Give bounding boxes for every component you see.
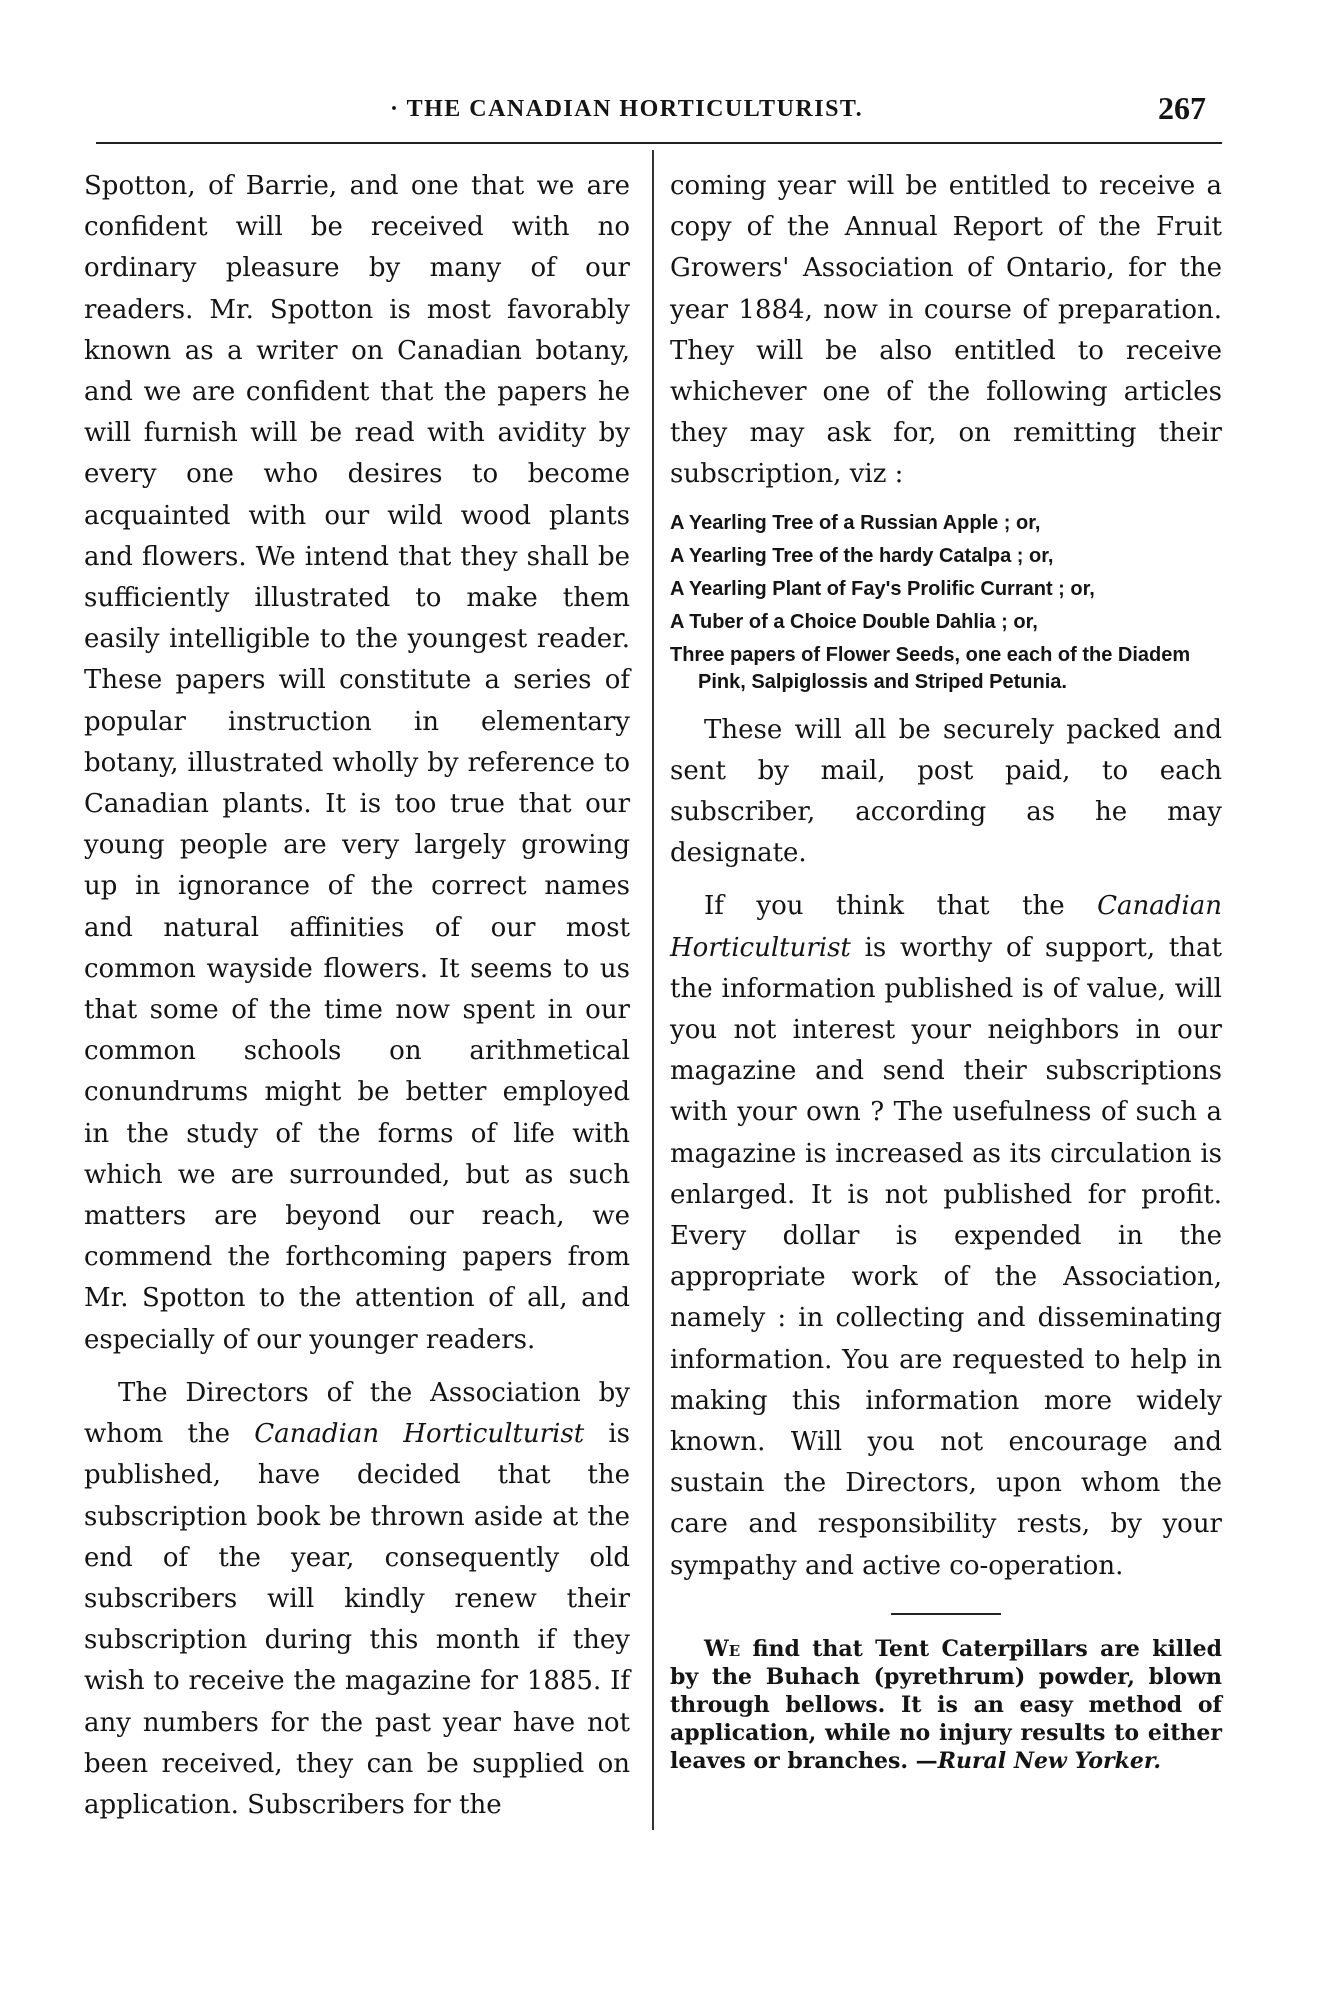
note-lead: We xyxy=(704,1635,741,1662)
column-divider xyxy=(652,150,654,1830)
section-rule xyxy=(891,1613,1001,1615)
note-body: find that Tent Caterpillars are killed by the Buhach (pyrethrum) powder, blown through bellows. It is an easy method of application, while no injury results to either leaves or branches. — xyxy=(670,1635,1222,1774)
paragraph-support-appeal xyxy=(670,886,1222,1586)
offer-item: A Yearling Plant of Fay's Prolific Currant ; or, xyxy=(670,577,1095,600)
paragraph-text: If you think that the xyxy=(704,891,1098,922)
offer-item: A Yearling Tree of the hardy Catalpa ; or, xyxy=(670,544,1054,567)
page-header xyxy=(0,90,1335,140)
note-source: Rural New Yorker. xyxy=(937,1747,1162,1774)
offer-item: A Tuber of a Choice Double Dahlia ; or, xyxy=(670,610,1038,633)
offer-item: Three papers of Flower Seeds, one each of the Diadem Pink, Salpiglossis and Striped Petunia. xyxy=(670,643,1191,693)
page-number: 267 xyxy=(1158,90,1206,126)
caterpillar-note xyxy=(670,1635,1222,1775)
paragraph-text: is worthy of support, that the information published is of value, will you not interest your neighbors in our magazine and send their subscriptions with your own ? The usefulness of such a magazine is increased as its circulation is enlarged. It is not published for profit. Every dollar is expended in the appropriate work of the Association, namely : in collecting and disseminating information. You are requested to help in making this information more widely known. Will you not encourage and sustain the Directors, upon whom the care and responsibility rests, by your sympathy and active co-operation. xyxy=(670,932,1222,1581)
header-rule xyxy=(96,142,1222,144)
right-column xyxy=(670,166,1222,1775)
paragraph-text: is published, have decided that the subscription book be thrown aside at the end of the year, consequently old subscribers will kindly renew their subscription during this month if they wish to receive the magazine for 1885. If any numbers for the past year have not been received, they can be supplied on application. Subscribers for the xyxy=(84,1419,630,1820)
left-column xyxy=(84,166,630,1826)
magazine-title: Canadian Horticulturist xyxy=(670,891,1222,963)
paragraph-directors-notice xyxy=(84,1373,630,1826)
magazine-title: Canadian Horticulturist xyxy=(254,1419,585,1450)
paragraph-subscription-benefits: coming year will be entitled to receive a copy of the Annual Report of the Fruit Growers' Association of Ontario, for the year 1884, now in course of preparation. They will be also entitled to receive whichever one of the following articles they may ask for, on remitting their subscription, viz : xyxy=(670,171,1222,490)
offer-item: A Yearling Tree of a Russian Apple ; or, xyxy=(670,511,1041,534)
paragraph-spotton-papers: Spotton, of Barrie, and one that we are confident will be received with no ordinary pleasure by many of our readers. Mr. Spotton is most favorably known as a writer on Canadian botany, and we are confident that the papers he will furnish will be read with avidity by every one who desires to become acquainted with our wild wood plants and flowers. We intend that they shall be sufficiently illustrated to make them easily intelligible to the youngest reader. These papers will constitute a series of popular instruction in elementary botany, illustrated wholly by reference to Canadian plants. It is too true that our young people are very largely growing up in ignorance of the correct names and natural affinities of our most common wayside flowers. It seems to us that some of the time now spent in our common schools on arithmetical conundrums might be better employed in the study of the forms of life with which we are surrounded, but as such matters are beyond our reach, we commend the forthcoming papers from Mr. Spotton to the attention of all, and especially of our younger readers. xyxy=(84,171,630,1355)
paragraph-text: The Directors of the Association by whom the xyxy=(84,1377,630,1450)
offer-list xyxy=(670,510,1222,696)
paragraph-shipping: These will all be securely packed and sent by mail, post paid, to each subscriber, according as he may designate. xyxy=(670,714,1222,869)
running-head: · THE CANADIAN HORTICULTURIST. xyxy=(390,96,864,122)
